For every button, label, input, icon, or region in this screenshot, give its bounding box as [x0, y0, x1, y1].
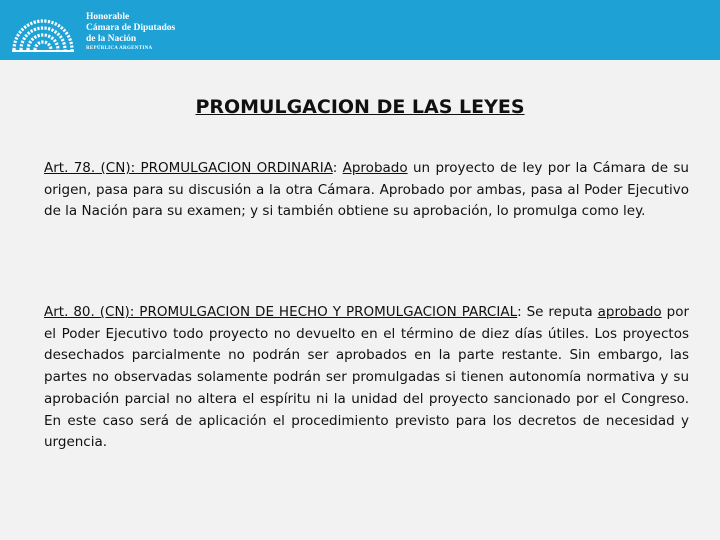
page-title: PROMULGACION DE LAS LEYES: [195, 96, 525, 118]
article-78-text: un proyecto de ley por la Cámara de su origen, pasa para su discusión a la otra Cámara. Aprobado por ambas, pasa al Poder Ejecutivo de la Nación para su examen; y si también obtiene su aprobación, lo promulga como ley.: [44, 160, 689, 220]
article-78-keyword: Aprobado: [342, 160, 408, 176]
article-78-paragraph: [44, 158, 689, 223]
org-line-3: de la Nación: [86, 34, 137, 44]
article-80-reference: Art. 80. (CN): PROMULGACION DE HECHO Y PROMULGACION PARCIAL: [44, 304, 518, 320]
org-name: [86, 12, 175, 52]
article-80-paragraph: [44, 302, 689, 454]
article-80-text: por el Poder Ejecutivo todo proyecto no devuelto en el término de diez días útiles. Los proyectos desechados parcialmente no podrán ser aprobados en la parte restante. Sin embargo, las partes no observadas solamente podrán ser promulgadas si tienen autonomía normativa y su aprobación parcial no altera el espíritu ni la unidad del proyecto sancionado por el Congreso. En este caso será de aplicación el procedimiento previsto para los decretos de necesidad y urgencia.: [44, 304, 690, 451]
header-bar: [0, 0, 720, 60]
org-line-1: Honorable: [86, 12, 130, 22]
hemicycle-logo-icon: [10, 6, 76, 54]
article-80-separator: : Se reputa: [517, 304, 598, 320]
article-80-keyword: aprobado: [597, 304, 662, 320]
org-country: REPÚBLICA ARGENTINA: [86, 46, 153, 51]
article-78-separator: :: [332, 160, 343, 176]
article-78-reference: Art. 78. (CN): PROMULGACION ORDINARIA: [44, 160, 333, 176]
org-line-2: Cámara de Diputados: [86, 23, 176, 33]
